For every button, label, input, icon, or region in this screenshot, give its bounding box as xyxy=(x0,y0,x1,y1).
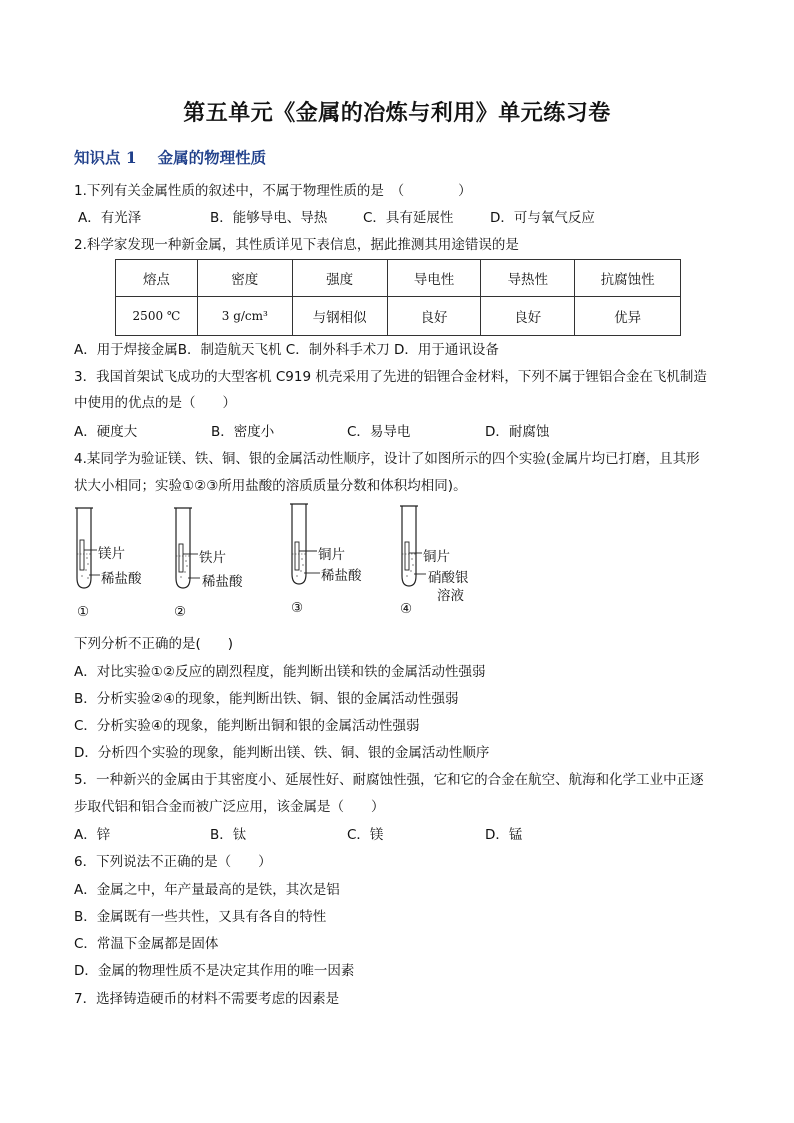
question-4-stem-line-1: 4.某同学为验证镁、铁、铜、银的金属活动性顺序，设计了如图所示的四个实验(金属片均已打磨，且其形 xyxy=(74,451,700,467)
question-4-option-a: A．对比实验①②反应的剧烈程度，能判断出镁和铁的金属活动性强弱 xyxy=(74,664,486,680)
table-value-cell: 3 g/cm³ xyxy=(197,297,292,336)
table-value-cell: 2500 ℃ xyxy=(116,297,198,336)
question-6-option-c: C．常温下金属都是固体 xyxy=(74,936,219,952)
tube-2-solution-label: 稀盐酸 xyxy=(202,574,243,590)
table-value-cell: 与钢相似 xyxy=(292,297,387,336)
tube-3-solution-label: 稀盐酸 xyxy=(321,568,362,584)
tube-3-metal-label: 铜片 xyxy=(318,547,345,563)
question-1-option-a: A．有光泽 xyxy=(78,210,142,226)
question-1-option-c: C．具有延展性 xyxy=(363,210,454,226)
question-3-option-d: D．耐腐蚀 xyxy=(485,424,550,440)
tube-3-number: ③ xyxy=(291,600,304,616)
question-4-option-b: B．分析实验②④的现象，能判断出铁、铜、银的金属活动性强弱 xyxy=(74,691,459,707)
tube-4-metal-label: 铜片 xyxy=(423,549,450,565)
question-3-stem-line-2: 中使用的优点的是（ ） xyxy=(74,395,236,411)
question-4-ask: 下列分析不正确的是( ) xyxy=(74,636,234,652)
question-6-option-a: A．金属之中，年产量最高的是铁，其次是铝 xyxy=(74,882,340,898)
table-value-cell: 良好 xyxy=(387,297,481,336)
tube-4-solution-label: 硝酸银 xyxy=(428,570,469,586)
section-heading: 知识点 1 金属的物理性质 xyxy=(74,148,267,167)
table-header-cell: 强度 xyxy=(292,260,387,297)
property-table-value-row xyxy=(116,297,681,336)
tube-1-number: ① xyxy=(77,604,90,620)
tube-4-solution-label-2: 溶液 xyxy=(437,588,464,604)
table-value-cell: 优异 xyxy=(575,297,681,336)
tube-2-number: ② xyxy=(174,604,187,620)
question-3-stem-line-1: 3．我国首架试飞成功的大型客机 C919 机壳采用了先进的铝锂合金材料，下列不属于锂铝合金在飞机制造 xyxy=(74,369,707,385)
tube-1-solution-label: 稀盐酸 xyxy=(101,571,142,587)
table-header-cell: 导电性 xyxy=(387,260,481,297)
tube-1-metal-label: 镁片 xyxy=(98,546,125,562)
question-4-stem-line-2: 状大小相同；实验①②③所用盐酸的溶质质量分数和体积均相同)。 xyxy=(74,478,467,494)
question-5-option-b: B．钛 xyxy=(210,827,247,843)
question-1-option-d: D．可与氧气反应 xyxy=(490,210,595,226)
question-5-option-c: C．镁 xyxy=(347,827,384,843)
question-4-option-c: C．分析实验④的现象，能判断出铜和银的金属活动性强弱 xyxy=(74,718,420,734)
question-1-stem: 1.下列有关金属性质的叙述中，不属于物理性质的是 （ ） xyxy=(74,183,472,199)
table-header-cell: 抗腐蚀性 xyxy=(575,260,681,297)
table-value-cell: 良好 xyxy=(481,297,575,336)
question-5-stem-line-2: 步取代铝和铝合金而被广泛应用，该金属是（ ） xyxy=(74,799,385,815)
question-5-stem-line-1: 5．一种新兴的金属由于其密度小、延展性好、耐腐蚀性强，它和它的合金在航空、航海和化学工业中正逐 xyxy=(74,772,704,788)
question-1-option-b: B．能够导电、导热 xyxy=(210,210,328,226)
question-3-option-b: B．密度小 xyxy=(211,424,275,440)
test-tube-2 xyxy=(174,508,200,588)
question-2-stem: 2.科学家发现一种新金属，其性质详见下表信息，据此推测其用途错误的是 xyxy=(74,237,519,253)
table-header-cell: 导热性 xyxy=(481,260,575,297)
question-6-option-d: D．金属的物理性质不是决定其作用的唯一因素 xyxy=(74,963,355,979)
question-5-option-d: D．锰 xyxy=(485,827,523,843)
page-title: 第五单元《金属的冶炼与利用》单元练习卷 xyxy=(183,100,611,126)
question-5-option-a: A．锌 xyxy=(74,827,111,843)
tube-2-metal-label: 铁片 xyxy=(199,550,226,566)
test-tube-1 xyxy=(75,508,100,588)
question-6-option-b: B．金属既有一些共性，又具有各自的特性 xyxy=(74,909,327,925)
tube-4-number: ④ xyxy=(400,601,413,617)
question-7-stem: 7．选择铸造硬币的材料不需要考虑的因素是 xyxy=(74,991,340,1007)
property-table-header-row xyxy=(116,260,681,297)
question-6-stem: 6．下列说法不正确的是（ ） xyxy=(74,854,272,870)
question-4-option-d: D．分析四个实验的现象，能判断出镁、铁、铜、银的金属活动性顺序 xyxy=(74,745,490,761)
question-3-option-a: A．硬度大 xyxy=(74,424,138,440)
property-table xyxy=(115,259,681,336)
table-header-cell: 熔点 xyxy=(116,260,198,297)
question-3-option-c: C．易导电 xyxy=(347,424,411,440)
table-header-cell: 密度 xyxy=(197,260,292,297)
test-tube-3 xyxy=(290,504,320,584)
question-2-options: A．用于焊接金属B．制造航天飞机 C．制外科手术刀 D．用于通讯设备 xyxy=(74,342,499,358)
